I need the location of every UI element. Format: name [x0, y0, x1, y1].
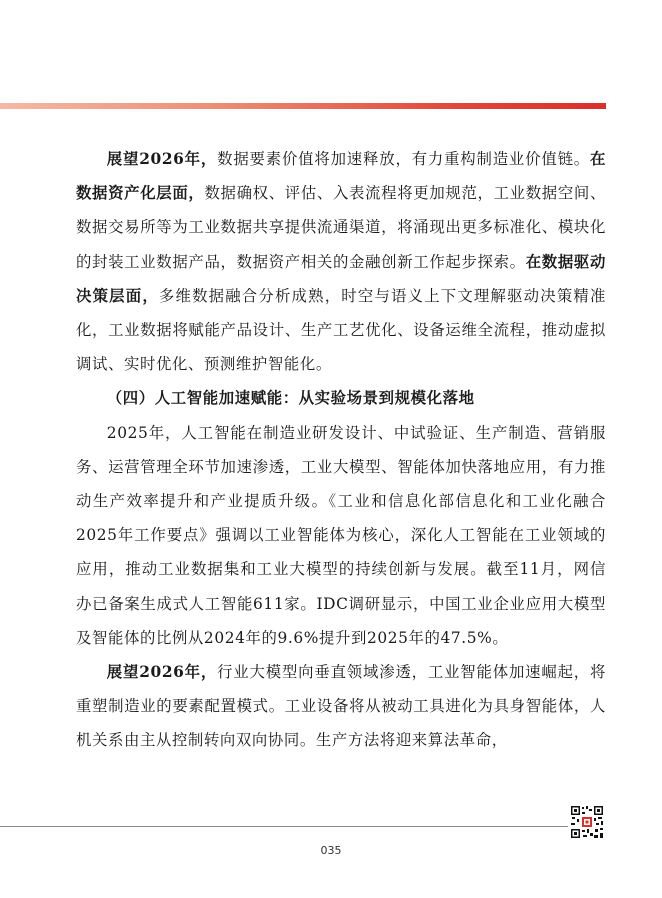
lead-phrase: 在数据驱动决策层面， [76, 252, 606, 305]
header-accent-bar [0, 103, 606, 109]
body-span: 数据确权、评估、入表流程将更加规范，工业数据空间、数据交易所等为工业数据共享提供流通渠道，将涌现出更多标准化、模块化的封装工业数据产品，数据资产相关的金融创新工作起步探索。 [76, 184, 606, 271]
lead-phrase: 展望2026年， [106, 663, 218, 682]
body-span: 多维数据融合分析成熟，时空与语义上下文理解驱动决策精准化，工业数据将赋能产品设计、生产工艺优化、设备运维全流程，推动虚拟调试、实时优化、预测维护智能化。 [76, 286, 606, 374]
paragraph-ai-2025 [76, 416, 606, 655]
qr-code-icon [570, 805, 604, 839]
body-span: 数据要素价值将加速释放，有力重构制造业价值链。 [217, 150, 590, 168]
body-text [76, 142, 606, 758]
lead-phrase: 展望2026年， [106, 150, 218, 168]
body-span: 行业大模型向垂直领域渗透，工业智能体加速崛起，将重塑制造业的要素配置模式。工业设备将从被动工具进化为具身智能体，人机关系由主从控制转向双向协同。生产方法将迎来算法革命， [76, 663, 606, 750]
paragraph-ai-outlook [76, 655, 606, 758]
body-span: 2025年，人工智能在制造业研发设计、中试验证、生产制造、营销服务、运营管理全环节加速渗透，工业大模型、智能体加快落地应用，有力推动生产效率提升和产业提质升级。《工业和信息化部信息化和工业化融合2025年工作要点》强调以工业智能体为核心，深化人工智能在工业领域的应用，推动工业数据集和工业大模型的持续创新与发展。截至11月，网信办已备案生成式人工智能611家。IDC调研显示，中国工业企业应用大模型及智能体的比例从2024年的9.6%提升到2025年的47.5%。 [76, 423, 606, 647]
page-number: 035 [320, 844, 342, 857]
lead-phrase: 在数据资产化层面， [76, 150, 606, 203]
footer-rule [0, 826, 568, 827]
section-heading-ai: （四）人工智能加速赋能：从实验场景到规模化落地 [106, 389, 475, 408]
paragraph-data-outlook [76, 142, 606, 381]
